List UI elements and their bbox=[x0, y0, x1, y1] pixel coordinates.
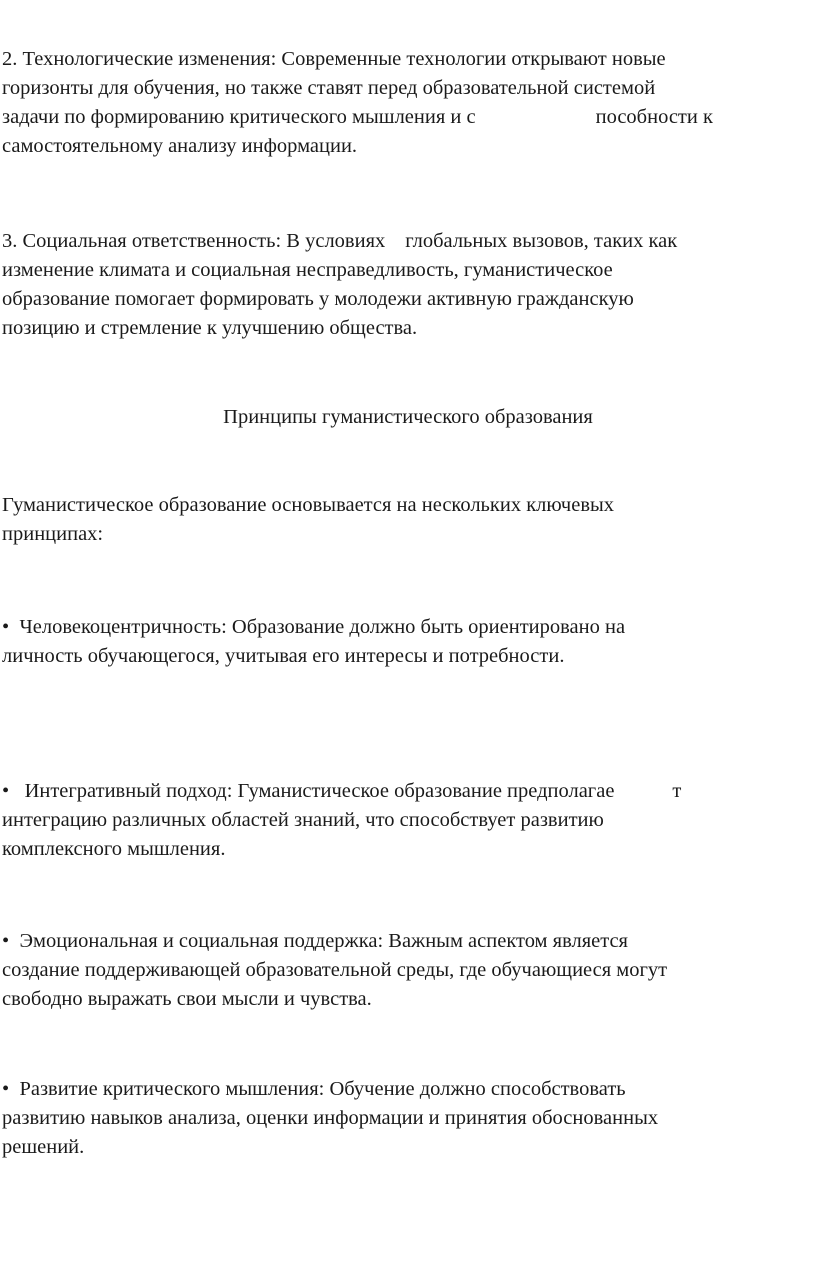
text-line: принципах: bbox=[2, 523, 104, 545]
text-line: горизонты для обучения, но также ставят перед образовательной системой bbox=[2, 77, 656, 99]
text-line bbox=[2, 613, 814, 642]
text-fragment: задачи по формированию критического мышления и с bbox=[2, 106, 476, 128]
text-fragment: 3. Социальная ответственность: В условиях bbox=[2, 230, 386, 252]
bullet-emotional-support bbox=[2, 927, 814, 1014]
text-line: 2. Технологические изменения: Современные технологии открывают новые bbox=[2, 48, 666, 70]
text-fragment: Эмоциональная и социальная поддержка: Важным аспектом является bbox=[19, 930, 628, 952]
text-fragment: Развитие критического мышления: Обучение должно способствовать bbox=[19, 1078, 626, 1100]
text-fragment: т bbox=[672, 780, 682, 802]
bullet-mark: • bbox=[2, 1078, 10, 1100]
paragraph-intro bbox=[2, 491, 814, 549]
paragraph-social-responsibility bbox=[2, 227, 814, 343]
text-line bbox=[2, 103, 814, 132]
text-fragment: Человекоцентричность: Образование должно быть ориентировано на bbox=[19, 616, 626, 638]
bullet-critical-thinking bbox=[2, 1075, 814, 1162]
text-fragment: глобальных вызовов, таких как bbox=[405, 230, 678, 252]
bullet-mark: • bbox=[2, 930, 10, 952]
text-line: интеграцию различных областей знаний, что способствует развитию bbox=[2, 809, 604, 831]
text-line: комплексного мышления. bbox=[2, 838, 226, 860]
text-fragment: пособности к bbox=[595, 106, 713, 128]
text-line: решений. bbox=[2, 1136, 85, 1158]
text-line bbox=[2, 1075, 814, 1104]
text-line: свободно выражать свои мысли и чувства. bbox=[2, 988, 372, 1010]
text-line: образование помогает формировать у молодежи активную гражданскую bbox=[2, 288, 634, 310]
text-line bbox=[2, 927, 814, 956]
text-line: личность обучающегося, учитывая его интересы и потребности. bbox=[2, 645, 565, 667]
text-line: позицию и стремление к улучшению общества. bbox=[2, 317, 418, 339]
paragraph-technological-changes bbox=[2, 45, 814, 161]
bullet-human-centered bbox=[2, 613, 814, 671]
text-line: развитию навыков анализа, оценки информации и принятия обоснованных bbox=[2, 1107, 659, 1129]
text-line: самостоятельному анализу информации. bbox=[2, 135, 358, 157]
bullet-integrative-approach bbox=[2, 777, 814, 864]
text-fragment: Интегративный подход: Гуманистическое образование предполагае bbox=[24, 780, 615, 802]
text-line: создание поддерживающей образовательной среды, где обучающиеся могут bbox=[2, 959, 668, 981]
bullet-mark: • bbox=[2, 616, 10, 638]
bullet-mark: • bbox=[2, 780, 10, 802]
section-heading: Принципы гуманистического образования bbox=[223, 406, 593, 428]
text-line: изменение климата и социальная несправедливость, гуманистическое bbox=[2, 259, 613, 281]
text-line bbox=[2, 777, 814, 806]
text-line: Гуманистическое образование основывается на нескольких ключевых bbox=[2, 494, 615, 516]
text-line bbox=[2, 227, 814, 256]
